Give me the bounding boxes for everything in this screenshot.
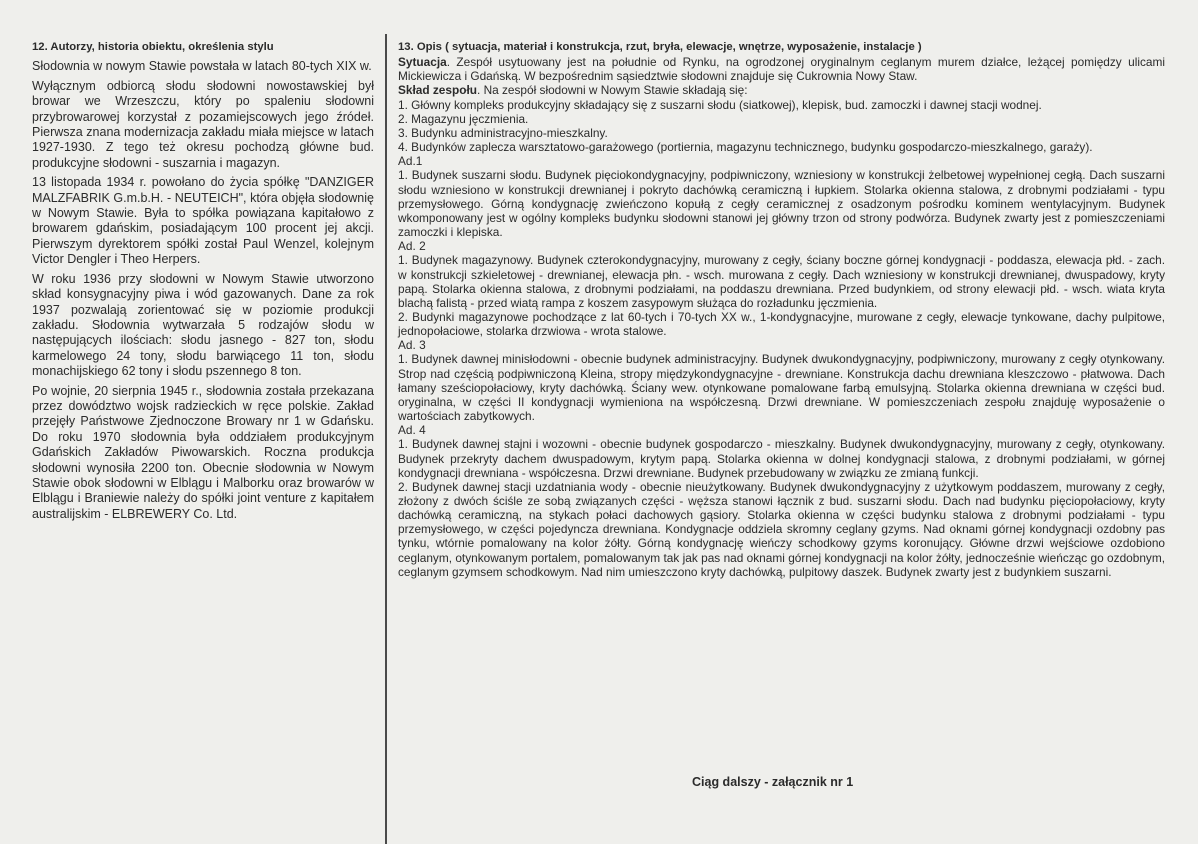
ad4-item-2: 2. Budynek dawnej stacji uzdatniania wody - obecnie nieużytkowany. Budynek dwukondygnacyjny z użytkowym poddaszem, murowany z cegły, złożony z dwóch ściśle ze sobą związanych części - węższa stanowi łącznik z bud. suszarni słodu. Dach nad budynku pięciopołaciowy, kryty dachówką ceramiczną, na stykach połaci dachowych gąsiory. Stolarka okienna w części budynku stalowa z drobnymi podziałami - typu przemysłowego, w części pojedyncza drewniana. Kondygnacje oddziela skromny ceglany gzyms. Nad oknami górnej kondygnacji ozdobny pas tynku, wtórnie pomalowany na kolor żółty. Górną kondygnację wieńczy schodkowy gzyms koronujący. Główne drzwi wejściowe ozdobiono ceglanym, otynkowanym portalem, pomalowanym tak jak pas nad oknami górnej kondygnacji na kolor żółty, jednocześnie wieńcząc go ozdobnym, ceglanym gzymsem schodkowym. Nad nim umieszczono kryty dachówką, pulpitowy daszek. Budynek zwarty jest z budynkiem suszarni.	[398, 479, 1165, 579]
composition-label: Skład zespołu	[398, 83, 477, 98]
ad1-label: Ad.1	[398, 154, 423, 169]
section-12-heading: 12. Autorzy, historia obiektu, określenia stylu	[32, 41, 274, 53]
situation-text: . Zespół usytuowany jest na południe od Rynku, na ogrodzonej oryginalnym ceglanym murem działce, leżącej pomiędzy ulicami Mickiewicza i Gdańską. W bezpośrednim sąsiedztwie słodowni znajduje się Cukrownia Nowy Staw.	[398, 55, 1165, 84]
ad2-item-2: 2. Budynki magazynowe pochodzące z lat 60-tych i 70-tych XX w., 1-kondygnacyjne, murowane z cegły, elewacje tynkowane, dachy pulpitowe, jednopołaciowe, stolarka drzwiowa - wrota stalowe.	[398, 309, 1165, 339]
history-paragraph-2: Wyłącznym odbiorcą słodu słodowni nowostawskiej był browar we Wrzeszczu, który po spaleniu słodowni przybrowarowej korzystał z pozamiejscowych jego źródeł. Pierwsza znana modernizacja zakładu miała miejsce w latach 1927-1930. Z tego też okresu pochodzą główne bud. produkcyjne słodowni - suszarnia i magazyn.	[32, 78, 374, 170]
ad1-item-1: 1. Budynek suszarni słodu. Budynek pięciokondygnacyjny, podpiwniczony, wzniesiony w konstrukcji żelbetowej wypełnionej cegłą. Dach suszarni słodu wzniesiono w konstrukcji drewnianej i pokryto dachówką ceramiczną i łupkiem. Stolarka okienna stalowa, z drobnymi podziałami - typu przemysłowego. Górną kondygnację zwieńczono kopułą z cegły ceramicznej z osadzonym pośrodku kominem wentylacyjnym. Budynek wkomponowany jest w ogólny kompleks budynku słodowni stanowi jej główny trzon od strony podwórza. Budynek zwarty jest z pomieszczeniami zamoczki i klepiska.	[398, 168, 1165, 240]
situation-paragraph	[398, 55, 1165, 83]
composition-paragraph	[398, 83, 1165, 97]
ad3-item-1: 1. Budynek dawnej minisłodowni - obecnie budynek administracyjny. Budynek dwukondygnacyjny, podpiwniczony, murowany z cegły otynkowany. Strop nad częścią podpiwniczoną Kleina, stropy międzykondygnacyjne - drewniane. Konstrukcja dachu drewniana kleszczowo - płatwowa. Dach łamany sześciopołaciowy, kryty dachówką. Ściany wew. otynkowane pomalowane farbą emulsyjną. Stolarka okienna drewniana w części bud. oryginalna, w części II kondygnacji wymieniona na współczesną. Drzwi drewniane. W pomieszczeniach zespołu znajduję wyposażenie o wartościach zabytkowych.	[398, 352, 1165, 424]
section-13-heading: 13. Opis ( sytuacja, materiał i konstrukcja, rzut, bryła, elewacje, wnętrze, wyposażenie, instalacje )	[398, 41, 922, 53]
ad2-item-1: 1. Budynek magazynowy. Budynek czterokondygnacyjny, murowany z cegły, ściany boczne górnej kondygnacji - poddasza, elewacja płd. - zach. w konstrukcji szkieletowej - drewnianej, elewacja płn. - wsch. murowana z cegły. Dach wzniesiony w konstrukcji drewnianej, dwuspadowy, kryty papą. Stolarka okienna stalowa, z drobnymi podziałami, na poddaszu drewniana. Przed budynkiem, od strony elewacji płd. - wsch. wiata kryta blachą falistą - przed wiatą rampa z koszem zasypowym służąca do rozładunku jęczmienia.	[398, 253, 1165, 310]
composition-item-4: 4. Budynków zaplecza warsztatowo-garażowego (portiernia, magazynu technicznego, budynku gospodarczo-mieszkalnego, garaży).	[398, 140, 1093, 155]
history-paragraph-1: Słodownia w nowym Stawie powstała w latach 80-tych XIX w.	[32, 59, 372, 74]
composition-item-1: 1. Główny kompleks produkcyjny składający się z suszarni słodu (siatkowej), klepisk, bud. zamoczki i dawnej stacji wodnej.	[398, 97, 1042, 112]
composition-item-2: 2. Magazynu jęczmienia.	[398, 111, 529, 126]
column-divider	[385, 34, 387, 844]
section-13	[398, 40, 1165, 579]
ad4-label: Ad. 4	[398, 423, 426, 438]
history-paragraph-3: 13 listopada 1934 r. powołano do życia spółkę "DANZIGER MALZFABRIK G.m.b.H. - NEUTEICH", która objęła słodownię w Nowym Stawie. Była to spółka powiązana kapitałowo z browarem gdańskim, posiadającym 100 procent jej akcji. Pierwszym dyrektorem spółki został Paul Wenzel, kolejnym Victor Dengler i Theo Herpers.	[32, 175, 374, 267]
ad3-label: Ad. 3	[398, 338, 426, 353]
history-paragraph-4: W roku 1936 przy słodowni w Nowym Stawie utworzono skład konsygnacyjny piwa i wód gazowanych. Dane za rok 1937 pozwalają zorientować się w poziomie produkcji zakładu. Słodownia wytwarzała 5 rodzajów słodu w następujących ilościach: słodu jasnego - 827 ton, słodu karmelowego 24 tony, słodu barwiącego 11 ton, słodu monachijskiego 62 tony i słodu pszennego 8 ton.	[32, 271, 374, 379]
section-12	[32, 40, 374, 526]
composition-item-3: 3. Budynku administracyjno-mieszkalny.	[398, 125, 608, 140]
ad4-item-1: 1. Budynek dawnej stajni i wozowni - obecnie budynek gospodarczo - mieszkalny. Budynek dwukondygnacyjny, murowany z cegły, otynkowany. Budynek przekryty dachem dwuspadowym, krytym papą. Stolarka okienna w dolnej kondygnacji stalowa, z drobnymi podziałami, w górnej kondygnacji drewniana - współczesna. Drzwi drewniane. Budynek przebudowany w związku ze zmianą funkcji.	[398, 437, 1165, 480]
continuation-note: Ciąg dalszy - załącznik nr 1	[692, 775, 854, 789]
situation-label: Sytuacja	[398, 55, 447, 70]
history-paragraph-5: Po wojnie, 20 sierpnia 1945 r., słodownia została przekazana przez dowództwo wojsk radzieckich w ręce polskie. Zakład przejęły Państwowe Zjednoczone Browary nr 1 w Gdańsku. Do roku 1970 słodownia była oddziałem produkcyjnym Gdańskich Zakładów Piwowarskich. Roczna produkcja słodowni wynosiła 2200 ton. Obecnie słodownia w Nowym Stawie obok słodowni w Elblągu i Malborku oraz browarów w Elblągu i Braniewie należy do spółki joint venture z kapitałem australijskim - ELBREWERY Co. Ltd.	[32, 383, 374, 521]
ad2-label: Ad. 2	[398, 239, 426, 254]
composition-text: . Na zespół słodowni w Nowym Stawie składają się:	[476, 83, 748, 98]
